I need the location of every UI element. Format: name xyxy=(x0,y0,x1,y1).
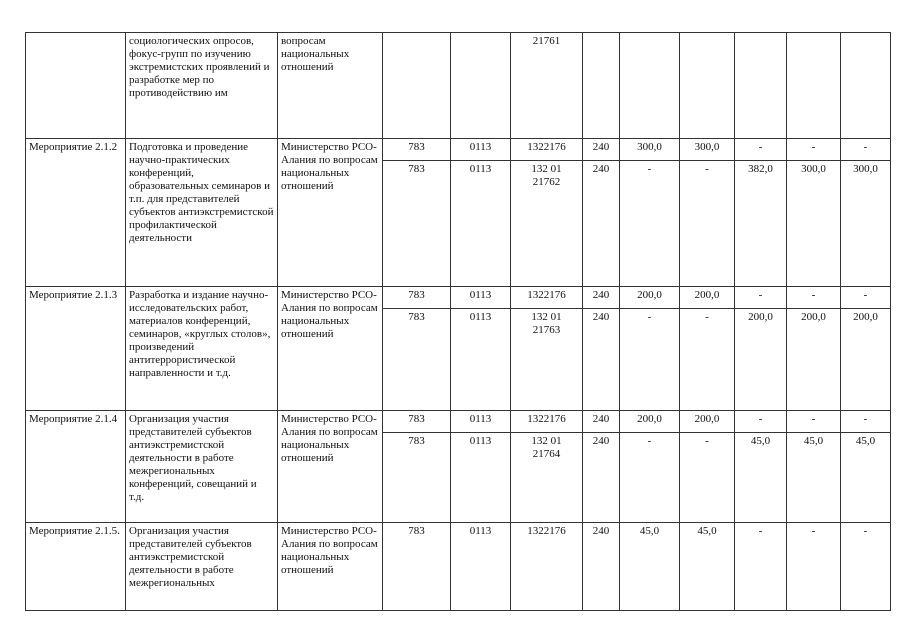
value-cell xyxy=(841,33,891,139)
value-cell: 45,0 xyxy=(735,433,787,523)
value-cell: 240 xyxy=(583,309,620,411)
value-cell: 240 xyxy=(583,161,620,287)
value-cell: - xyxy=(680,161,735,287)
value-cell: - xyxy=(735,523,787,611)
value-cell: 783 xyxy=(383,411,451,433)
description-cell: социологических опросов, фокус-групп по изучению экстремистских проявлений и разработке мер по противодействию им xyxy=(126,33,278,139)
value-cell: - xyxy=(787,411,841,433)
value-cell: 0113 xyxy=(451,139,511,161)
value-cell xyxy=(680,33,735,139)
value-cell: 200,0 xyxy=(620,287,680,309)
value-cell: 300,0 xyxy=(841,161,891,287)
value-cell: - xyxy=(620,309,680,411)
value-cell: 0113 xyxy=(451,287,511,309)
value-cell: - xyxy=(787,139,841,161)
value-cell xyxy=(735,33,787,139)
value-cell: - xyxy=(680,309,735,411)
value-cell: 200,0 xyxy=(620,411,680,433)
table-row xyxy=(26,411,891,433)
value-cell: 0113 xyxy=(451,523,511,611)
value-cell: 0113 xyxy=(451,433,511,523)
value-cell: - xyxy=(735,287,787,309)
description-cell: Подготовка и проведение научно-практических конференций, образовательных семинаров и т.п. для представителей субъектов антиэкстремистской профилактической деятельности xyxy=(126,139,278,287)
value-cell: 1322176 xyxy=(511,287,583,309)
value-cell: 240 xyxy=(583,411,620,433)
value-cell: - xyxy=(620,433,680,523)
value-cell: 0113 xyxy=(451,309,511,411)
table-body xyxy=(26,33,891,611)
value-cell: 45,0 xyxy=(680,523,735,611)
value-cell xyxy=(620,33,680,139)
value-cell: 1322176 xyxy=(511,139,583,161)
table-row xyxy=(26,33,891,139)
value-cell: 783 xyxy=(383,139,451,161)
value-cell: 783 xyxy=(383,309,451,411)
value-cell: 132 01 21762 xyxy=(511,161,583,287)
description-cell: Организация участия представителей субъектов антиэкстремистской деятельности в работе межрегиональных xyxy=(126,523,278,611)
measure-cell: Мероприятие 2.1.2 xyxy=(26,139,126,287)
budget-table xyxy=(25,32,891,611)
value-cell: 1322176 xyxy=(511,411,583,433)
value-cell: 45,0 xyxy=(620,523,680,611)
value-cell: 200,0 xyxy=(680,287,735,309)
description-cell: Организация участия представителей субъектов антиэкстремистской деятельности в работе межрегиональных конференций, совещаний и т.д. xyxy=(126,411,278,523)
value-cell: 240 xyxy=(583,523,620,611)
value-cell: - xyxy=(787,523,841,611)
value-cell: - xyxy=(735,411,787,433)
value-cell: 45,0 xyxy=(787,433,841,523)
value-cell: 200,0 xyxy=(680,411,735,433)
executor-cell: Министерство РСО-Алания по вопросам национальных отношений xyxy=(278,523,383,611)
measure-cell xyxy=(26,33,126,139)
value-cell: 200,0 xyxy=(787,309,841,411)
value-cell xyxy=(451,33,511,139)
measure-cell: Мероприятие 2.1.3 xyxy=(26,287,126,411)
value-cell: 300,0 xyxy=(680,139,735,161)
value-cell: - xyxy=(841,139,891,161)
value-cell: 1322176 xyxy=(511,523,583,611)
value-cell: - xyxy=(841,523,891,611)
executor-cell: Министерство РСО-Алания по вопросам национальных отношений xyxy=(278,411,383,523)
value-cell: 300,0 xyxy=(787,161,841,287)
value-cell: 240 xyxy=(583,287,620,309)
table-row xyxy=(26,287,891,309)
value-cell: 132 01 21764 xyxy=(511,433,583,523)
value-cell: 300,0 xyxy=(620,139,680,161)
value-cell: 132 01 21763 xyxy=(511,309,583,411)
value-cell: - xyxy=(841,411,891,433)
value-cell: 0113 xyxy=(451,161,511,287)
executor-cell: Министерство РСО-Алания по вопросам национальных отношений xyxy=(278,287,383,411)
value-cell: 0113 xyxy=(451,411,511,433)
measure-cell: Мероприятие 2.1.5. xyxy=(26,523,126,611)
value-cell: 783 xyxy=(383,161,451,287)
table-row xyxy=(26,139,891,161)
executor-cell: вопросам национальных отношений xyxy=(278,33,383,139)
description-cell: Разработка и издание научно-исследовательских работ, материалов конференций, семинаров, «круглых столов», произведений антитеррористической направленности и т.д. xyxy=(126,287,278,411)
value-cell xyxy=(383,33,451,139)
value-cell: 240 xyxy=(583,433,620,523)
value-cell: - xyxy=(787,287,841,309)
measure-cell: Мероприятие 2.1.4 xyxy=(26,411,126,523)
value-cell: 200,0 xyxy=(735,309,787,411)
value-cell: 783 xyxy=(383,287,451,309)
value-cell: 382,0 xyxy=(735,161,787,287)
table-row xyxy=(26,523,891,611)
value-cell: 21761 xyxy=(511,33,583,139)
value-cell: 200,0 xyxy=(841,309,891,411)
value-cell: - xyxy=(680,433,735,523)
executor-cell: Министерство РСО-Алания по вопросам национальных отношений xyxy=(278,139,383,287)
value-cell: - xyxy=(620,161,680,287)
value-cell xyxy=(583,33,620,139)
value-cell xyxy=(787,33,841,139)
value-cell: 240 xyxy=(583,139,620,161)
value-cell: - xyxy=(841,287,891,309)
value-cell: 783 xyxy=(383,523,451,611)
value-cell: 45,0 xyxy=(841,433,891,523)
value-cell: 783 xyxy=(383,433,451,523)
value-cell: - xyxy=(735,139,787,161)
